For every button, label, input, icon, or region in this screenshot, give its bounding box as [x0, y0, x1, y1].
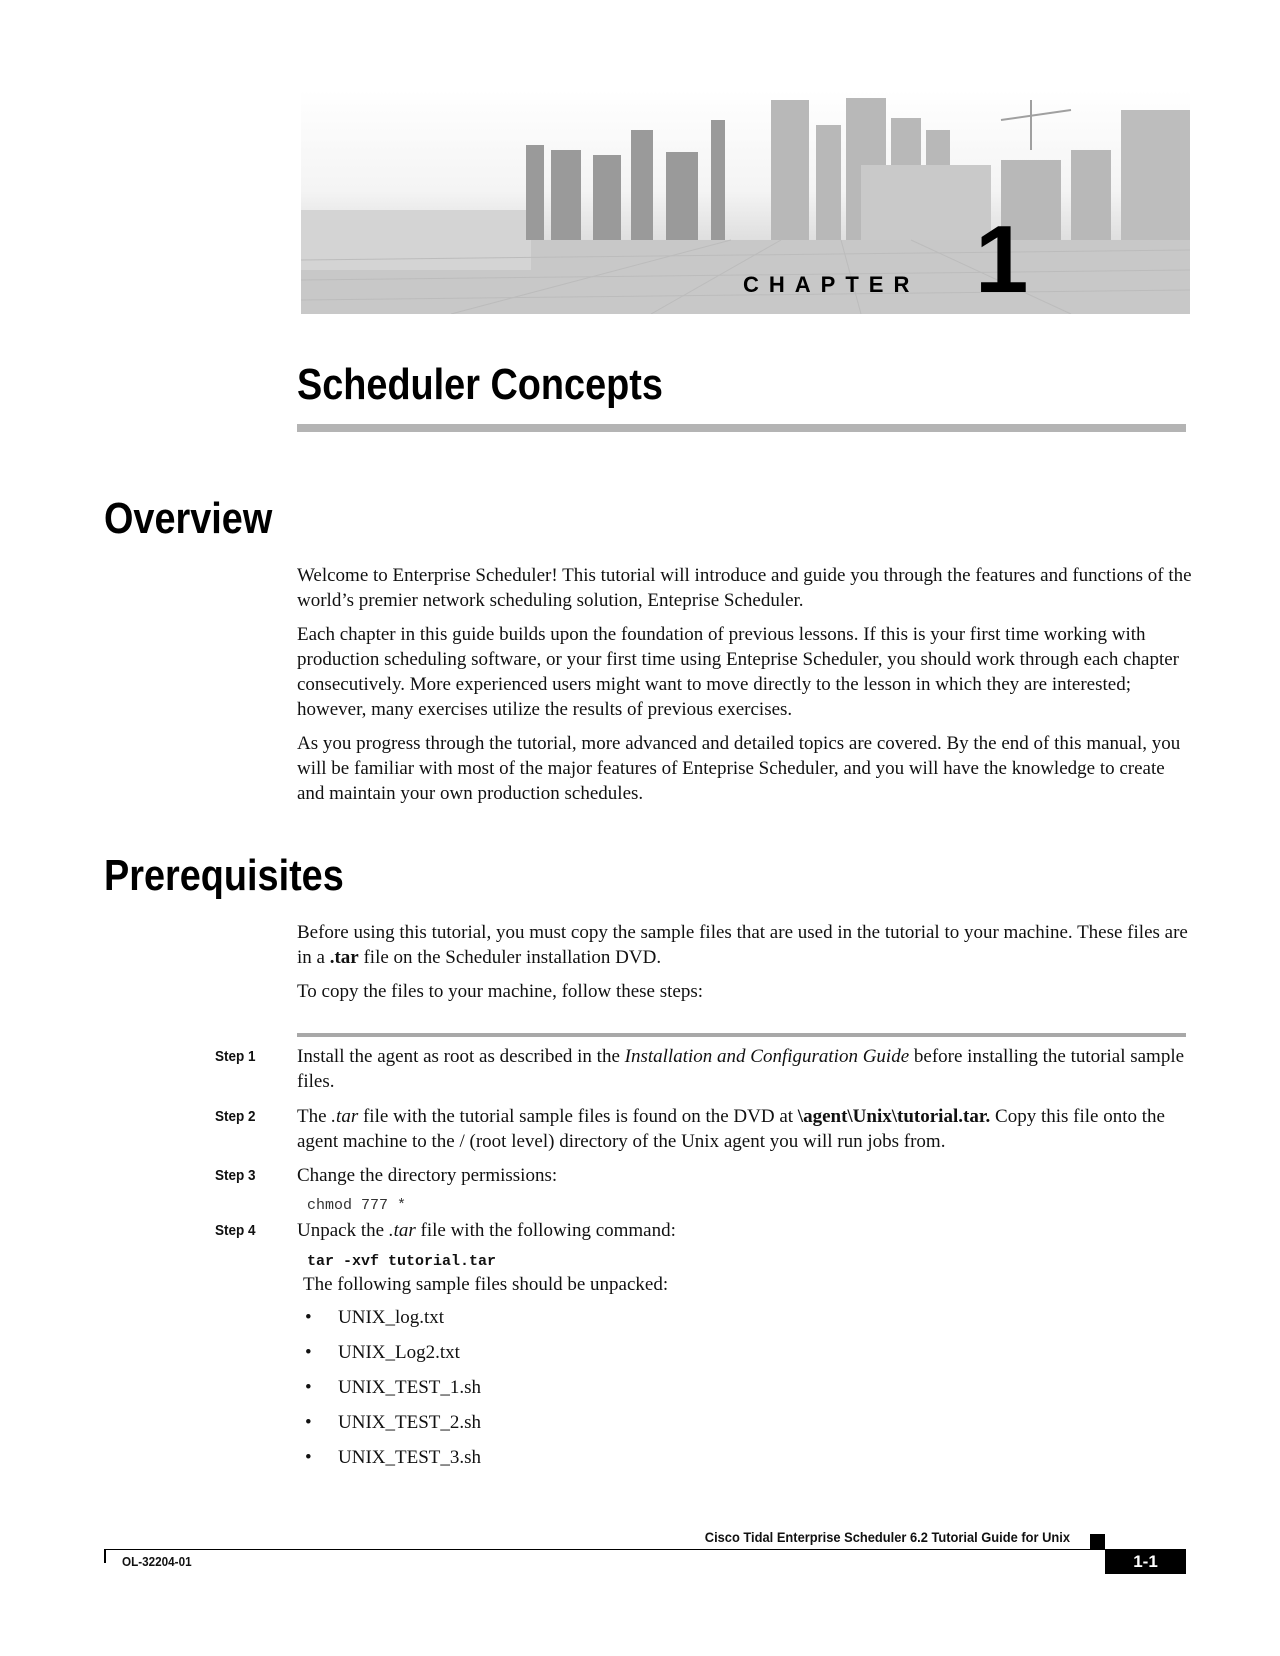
steps-divider: [297, 1033, 1186, 1037]
bullet-icon: •: [305, 1412, 312, 1433]
overview-paragraph-2: Each chapter in this guide builds upon the foundation of previous lessons. If this is your first time working with production scheduling software, or your first time using Enteprise Scheduler, you should work through each chapter consecutively. More experienced users might want to move directly to the lesson in which they are interested; however, many exercises utilize the results of previous exercises.: [297, 624, 1179, 720]
overview-heading: Overview: [104, 494, 273, 543]
prerequisites-intro: Before using this tutorial, you must copy the sample files that are used in the tutorial to your machine. These files are in a .tar file on the Scheduler installation DVD.: [297, 922, 1188, 968]
prerequisites-instructions: To copy the files to your machine, follow these steps:: [297, 981, 704, 1002]
footer-doc-number: OL-32204-01: [122, 1554, 192, 1569]
sample-files-list: [305, 1305, 481, 1480]
footer-marker: [1090, 1534, 1105, 1549]
list-item: • UNIX_Log2.txt: [305, 1342, 460, 1363]
bullet-icon: •: [305, 1307, 312, 1328]
overview-paragraph-3: As you progress through the tutorial, more advanced and detailed topics are covered. By the end of this manual, you will be familiar with most of the major features of Enteprise Scheduler, and you will have the knowledge to create and maintain your own production schedules.: [297, 733, 1181, 804]
chapter-number: 1: [975, 206, 1029, 313]
chapter-title: Scheduler Concepts: [297, 360, 663, 409]
list-item: • UNIX_TEST_2.sh: [305, 1412, 482, 1433]
bullet-icon: •: [305, 1447, 312, 1468]
list-item: • UNIX_TEST_3.sh: [305, 1447, 482, 1468]
step-2-label: Step 2: [215, 1108, 256, 1125]
chapter-label: CHAPTER: [743, 272, 920, 297]
list-item: • UNIX_log.txt: [305, 1307, 445, 1328]
bullet-icon: •: [305, 1342, 312, 1363]
step-1-text: Install the agent as root as described in the Installation and Configuration Guide before installing the tutorial sample files.: [297, 1046, 1185, 1092]
step-4-followup: The following sample files should be unpacked:: [303, 1274, 669, 1295]
title-divider: [297, 424, 1186, 432]
step-3-command: chmod 777 *: [307, 1197, 407, 1214]
step-4-label: Step 4: [215, 1222, 256, 1239]
list-item: • UNIX_TEST_1.sh: [305, 1377, 482, 1398]
footer-rule: [104, 1549, 1164, 1550]
step-3-text: Change the directory permissions:: [297, 1165, 558, 1186]
step-2-text: The .tar file with the tutorial sample files is found on the DVD at \agent\Unix\tutorial.tar. Copy this file onto the agent machine to the / (root level) directory of the Unix agent you will run jobs from.: [297, 1106, 1165, 1152]
step-1-label: Step 1: [215, 1048, 256, 1065]
step-4-command: tar -xvf tutorial.tar: [307, 1253, 497, 1270]
overview-paragraph-1: Welcome to Enterprise Scheduler! This tutorial will introduce and guide you through the features and functions of the world’s premier network scheduling solution, Enteprise Scheduler.: [297, 565, 1192, 611]
page-number: 1-1: [1105, 1549, 1186, 1574]
step-3-label: Step 3: [215, 1167, 256, 1184]
footer-book-title: Cisco Tidal Enterprise Scheduler 6.2 Tutorial Guide for Unix: [704, 1529, 1070, 1545]
bullet-icon: •: [305, 1377, 312, 1398]
footer-tick: [104, 1549, 106, 1563]
step-4-text: Unpack the .tar file with the following command:: [297, 1220, 676, 1241]
prerequisites-heading: Prerequisites: [104, 851, 344, 900]
